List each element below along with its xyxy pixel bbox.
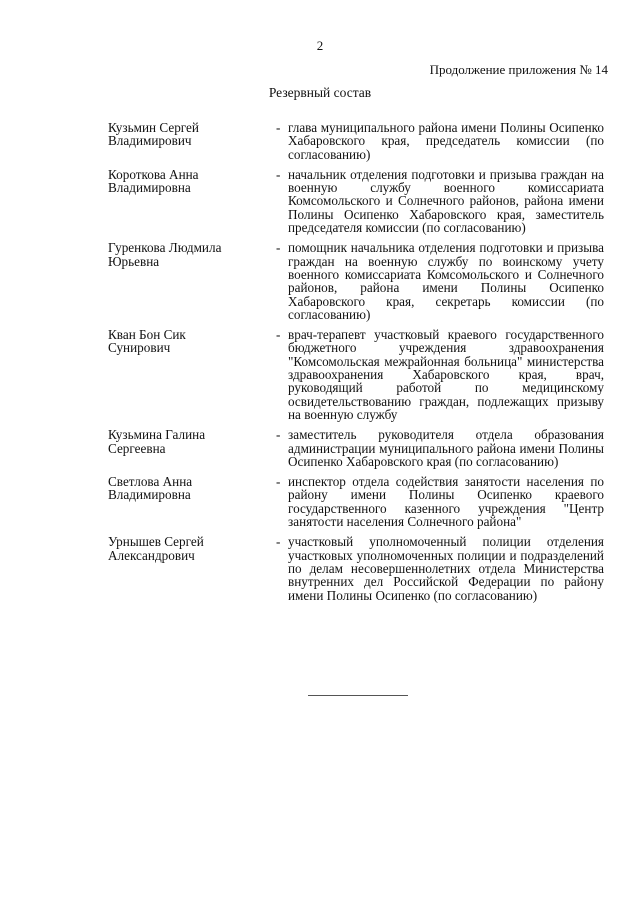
member-role: глава муниципального района имени Полины Осипенко Хабаровского края, председатель комиссии (по согласованию)	[288, 120, 604, 162]
end-divider-line	[308, 695, 408, 696]
member-role: помощник начальника отделения подготовки и призыва граждан на военную службу по воинскому учету военного комиссариата Комсомольского и Солнечного районов, района имени Полины Осипенко Хабаровского края, секретарь комиссии (по согласованию)	[288, 240, 604, 322]
appendix-continuation-note: Продолжение приложения № 14	[429, 62, 608, 77]
page-number: 2	[316, 38, 324, 53]
member-name: Короткова Анна Владимировна	[108, 166, 199, 196]
member-dash: -	[276, 240, 281, 256]
member-name: Кван Бон Сик Сунирович	[108, 327, 186, 356]
member-dash: -	[276, 474, 281, 490]
member-entry	[108, 328, 608, 421]
member-name: Светлова Анна Владимировна	[108, 474, 193, 503]
member-dash: -	[276, 166, 281, 182]
section-title: Резервный состав	[268, 85, 372, 100]
member-dash: -	[276, 120, 281, 135]
member-entry	[108, 121, 608, 161]
member-entry	[108, 475, 608, 528]
member-name: Кузьмин Сергей Владимирович	[108, 120, 199, 149]
member-entry	[108, 241, 608, 321]
member-role: врач-терапевт участковый краевого государственного бюджетного учреждения здравоохранения "Комсомольская межрайонная больница" министерства здравоохранения Хабаровского края, врач, руководящий работой по медицинскому освидетельствованию граждан, подлежащих призыву на военную службу	[288, 327, 604, 422]
member-dash: -	[276, 534, 281, 550]
member-dash: -	[276, 427, 281, 443]
member-name: Гуренкова Людмила Юрьевна	[108, 240, 222, 269]
member-entry	[108, 428, 608, 468]
member-name: Кузьмина Галина Сергеевна	[108, 427, 206, 456]
member-name: Урнышев Сергей Александрович	[108, 534, 204, 563]
member-role: начальник отделения подготовки и призыва граждан на военную службу военного комиссариата Комсомольского и Солнечного районов, района имени Полины Осипенко Хабаровского края, заместитель председателя комиссии (по согласованию)	[288, 166, 604, 236]
member-role: заместитель руководителя отдела образования администрации муниципального района имени Полины Осипенко Хабаровского края (по согласованию)	[288, 427, 604, 469]
member-dash: -	[276, 327, 281, 343]
members-list	[108, 121, 608, 609]
member-role: инспектор отдела содействия занятости населения по району имени Полины Осипенко краевого государственного казенного учреждения "Центр занятости населения Солнечного района"	[288, 474, 604, 530]
member-entry	[108, 168, 608, 234]
member-role: участковый уполномоченный полиции отделения участковых уполномоченных полиции и подразделений по делам несовершеннолетних отдела Министерства внутренних дел Российской Федерации по району имени Полины Осипенко (по согласованию)	[288, 534, 604, 603]
member-entry	[108, 535, 608, 601]
